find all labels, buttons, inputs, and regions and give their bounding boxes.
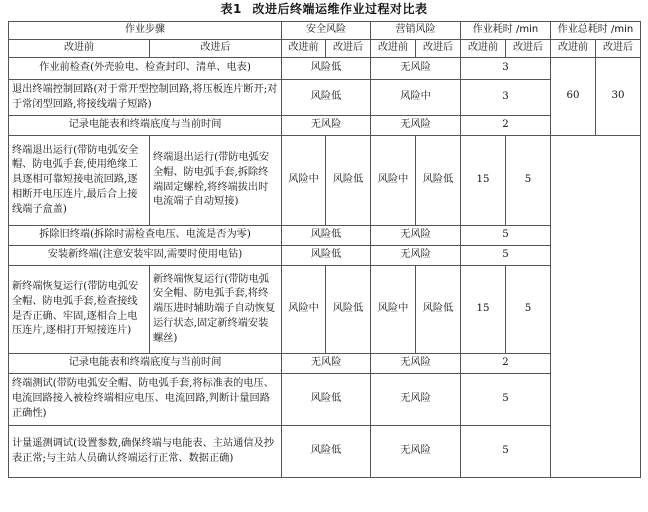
table-row — [9, 116, 641, 136]
time-cell: 3 — [461, 58, 551, 80]
header-marketing-risk: 营销风险 — [371, 22, 461, 40]
step-cell: 作业前检查(外壳验电、检查封印、清单、电表) — [9, 58, 282, 80]
step-cell: 计量遥测调试(设置参数,确保终端与电能表、主站通信及抄表正常;与主站人员确认终端运行正常、数据正确) — [9, 426, 282, 478]
time-after-cell: 5 — [506, 266, 551, 354]
header-safety-risk: 安全风险 — [282, 22, 371, 40]
time-before-cell: 15 — [461, 136, 506, 226]
total-after-cell: 30 — [596, 58, 641, 136]
step-after-cell: 新终端恢复运行(带防电弧安全帽、防电弧手套,将终端压进时辅助端子自动恢复运行状态,固定新终端安装螺丝) — [150, 266, 282, 354]
header-steps: 作业步骤 — [9, 22, 282, 40]
caption-title: 改进后终端运维作业过程对比表 — [252, 2, 428, 16]
header-row-1 — [9, 22, 641, 40]
marketing-cell: 无风险 — [371, 374, 461, 426]
header-safety-after: 改进后 — [326, 40, 371, 58]
time-after-cell: 5 — [506, 136, 551, 226]
header-safety-before: 改进前 — [282, 40, 326, 58]
time-cell: 5 — [461, 426, 551, 478]
header-time-after: 改进后 — [506, 40, 551, 58]
time-cell: 2 — [461, 116, 551, 136]
table-row — [9, 226, 641, 246]
header-steps-before: 改进前 — [9, 40, 150, 58]
header-time-before: 改进前 — [461, 40, 506, 58]
safety-cell: 风险低 — [282, 226, 371, 246]
header-row-2 — [9, 40, 641, 58]
marketing-after-cell: 风险低 — [416, 136, 461, 226]
table-row — [9, 58, 641, 80]
step-before-cell: 终端退出运行(带防电弧安全帽、防电弧手套,使用绝缘工具逐相可靠短接电流回路,逐相断开电压连片,最后合上接线端子盒盖) — [9, 136, 150, 226]
marketing-cell: 无风险 — [371, 226, 461, 246]
step-cell: 记录电能表和终端底度与当前时间 — [9, 116, 282, 136]
total-blank-cell — [551, 136, 641, 478]
header-steps-after: 改进后 — [150, 40, 282, 58]
marketing-cell: 无风险 — [371, 426, 461, 478]
step-cell: 安装新终端(注意安装牢固,需要时使用电钻) — [9, 246, 282, 266]
header-marketing-before: 改进前 — [371, 40, 416, 58]
header-total-after: 改进后 — [596, 40, 641, 58]
step-before-cell: 新终端恢复运行(带防电弧安全帽、防电弧手套,检查接线是否正确、牢固,逐相合上电压连片,逐相打开短接连片) — [9, 266, 150, 354]
header-time: 作业耗时 /min — [461, 22, 551, 40]
time-before-cell: 15 — [461, 266, 506, 354]
safety-cell: 风险低 — [282, 58, 371, 80]
comparison-table — [8, 21, 641, 478]
marketing-cell: 无风险 — [371, 354, 461, 374]
safety-before-cell: 风险中 — [282, 136, 326, 226]
marketing-cell: 风险中 — [371, 80, 461, 116]
safety-after-cell: 风险低 — [326, 136, 371, 226]
time-cell: 3 — [461, 80, 551, 116]
marketing-after-cell: 风险低 — [416, 266, 461, 354]
header-marketing-after: 改进后 — [416, 40, 461, 58]
marketing-cell: 无风险 — [371, 246, 461, 266]
time-cell: 5 — [461, 374, 551, 426]
safety-after-cell: 风险低 — [326, 266, 371, 354]
safety-cell: 无风险 — [282, 354, 371, 374]
table-row — [9, 246, 641, 266]
header-total-time: 作业总耗时 /min — [551, 22, 641, 40]
marketing-before-cell: 风险中 — [371, 266, 416, 354]
header-total-before: 改进前 — [551, 40, 596, 58]
total-before-cell: 60 — [551, 58, 596, 136]
table-row — [9, 136, 641, 226]
safety-cell: 风险低 — [282, 246, 371, 266]
safety-cell: 风险低 — [282, 426, 371, 478]
step-cell: 记录电能表和终端底度与当前时间 — [9, 354, 282, 374]
safety-before-cell: 风险中 — [282, 266, 326, 354]
step-after-cell: 终端退出运行(带防电弧安全帽、防电弧手套,拆除终端固定螺栓,将终端拔出时电流端子自动短接) — [150, 136, 282, 226]
time-cell: 2 — [461, 354, 551, 374]
time-cell: 5 — [461, 226, 551, 246]
marketing-cell: 无风险 — [371, 116, 461, 136]
table-caption — [0, 0, 648, 18]
safety-cell: 风险低 — [282, 80, 371, 116]
table-row — [9, 426, 641, 478]
step-cell: 终端测试(带防电弧安全帽、防电弧手套,将标准表的电压、电流回路接入被检终端相应电压、电流回路,判断计量回路正确性) — [9, 374, 282, 426]
safety-cell: 风险低 — [282, 374, 371, 426]
step-cell: 退出终端控制回路(对于常开型控制回路,将压板连片断开;对于常闭型回路,将接线端子短路) — [9, 80, 282, 116]
safety-cell: 无风险 — [282, 116, 371, 136]
table-row — [9, 266, 641, 354]
marketing-cell: 无风险 — [371, 58, 461, 80]
marketing-before-cell: 风险中 — [371, 136, 416, 226]
table-row — [9, 374, 641, 426]
table-row — [9, 80, 641, 116]
step-cell: 拆除旧终端(拆除时需检查电压、电流是否为零) — [9, 226, 282, 246]
time-cell: 5 — [461, 246, 551, 266]
table-row — [9, 354, 641, 374]
caption-number: 表1 — [220, 2, 242, 16]
